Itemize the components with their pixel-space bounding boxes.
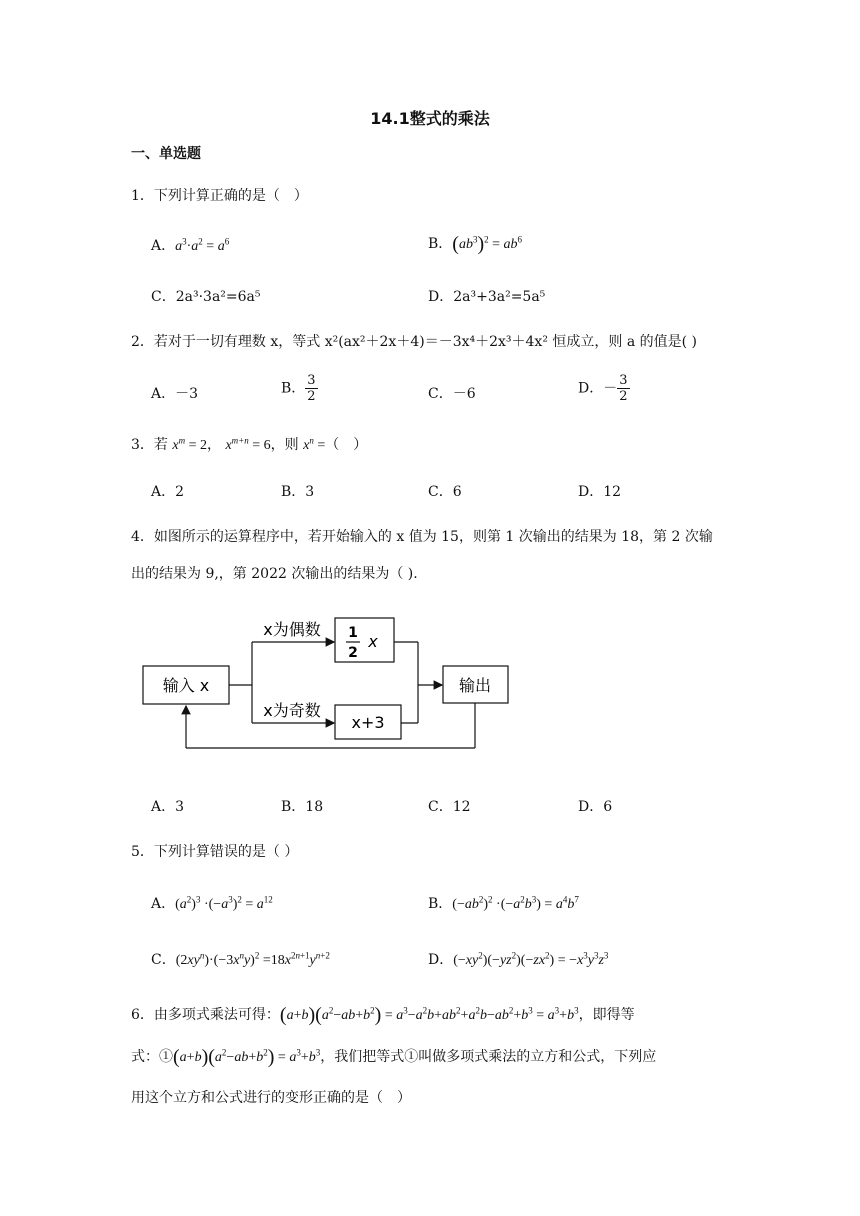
q2-option-b: B． $\frac{3}{2}$ (281, 373, 316, 404)
flow-odd-label: x为奇数 (263, 701, 321, 720)
question-5-stem: 5．下列计算错误的是（ ） (131, 844, 299, 860)
question-4-stem-line1: 4．如图所示的运算程序中，若开始输入的 x 值为 15，则第 1 次输出的结果为 18，第 2 次输 (131, 529, 713, 545)
q5-option-a: A．$(a^2)^3 \cdot(-a^3)^2 = a^{12}$ (151, 894, 273, 912)
q1-option-a: A．$a^3\cdot a^2 = a^6$ (151, 236, 230, 254)
q5-option-d: D．$(-xy^2)(-yz^2)(-zx^2) = -x^3y^3z^3$ (428, 950, 609, 968)
question-6-line2: 式：$①(a+b)(a^2-ab+b^2) = a^3+b^3$，我们把等式①叫做多项式乘法的立方和公式，下列应 (131, 1046, 657, 1068)
q5-option-b: B．$(-ab^2)^2 \cdot(-a^2b^3) = a^4b^7$ (428, 894, 579, 912)
q1-option-b: B．$(ab^3)^2 = ab^6$ (428, 233, 523, 255)
q1-option-d: D．2a³+3a²=5a⁵ (428, 289, 546, 305)
q4-option-c: C．12 (428, 799, 471, 815)
flow-half-numerator: 1 (348, 625, 358, 641)
q2-option-d: D．－ $\frac{3}{2}$ (578, 373, 628, 404)
question-6-line1: 6．由多项式乘法可得：$(a+b)(a^2-ab+b^2) = a^3-a^2b+ab^2+a^2b-ab^2+b^3 = a^3+b^3$，即得等 (131, 1004, 635, 1026)
question-6-line3: 用这个立方和公式进行的变形正确的是（ ） (131, 1090, 411, 1106)
q5-option-c: C．$(2xy^n)\cdot(-3x^ny)^2 =18x^{2n+1}y^{n+2}$ (151, 950, 330, 968)
q4-option-b: B．18 (281, 799, 324, 815)
q3-option-b: B．3 (281, 484, 315, 500)
flow-half-box (335, 618, 394, 662)
flow-output-label: 输出 (458, 676, 492, 695)
q2-option-a: A．－3 (151, 386, 199, 402)
q4-option-d: D．6 (578, 799, 613, 815)
q1-option-c: C．2a³·3a²=6a⁵ (151, 289, 261, 305)
question-4-stem-line2: 出的结果为 9,，第 2022 次输出的结果为（ ). (131, 566, 418, 582)
section-heading: 一、单选题 (131, 146, 201, 162)
flow-even-label: x为偶数 (263, 620, 321, 639)
flow-half-variable: x (368, 632, 378, 651)
question-2-stem: 2．若对于一切有理数 x，等式 x²(ax²＋2x＋4)＝－3x⁴＋2x³＋4x² 恒成立，则 a 的值是( ) (131, 334, 698, 350)
flowchart-diagram (130, 605, 530, 755)
page-title: 14.1整式的乘法 (370, 109, 490, 128)
question-1-stem: 1．下列计算正确的是（ ） (131, 188, 308, 204)
flow-half-denominator: 2 (348, 645, 358, 661)
q3-option-d: D．12 (578, 484, 622, 500)
q3-option-c: C．6 (428, 484, 462, 500)
flow-plus3-label: x+3 (351, 713, 385, 732)
q4-option-a: A．3 (151, 799, 185, 815)
q3-option-a: A．2 (151, 484, 185, 500)
q2-option-c: C．－6 (428, 386, 476, 402)
flow-input-label: 输入 x (162, 676, 210, 695)
question-3-stem: 3．若 $x^m = 2$， $x^{m+n} = 6$，则 $x^n$ =（ ） (131, 435, 368, 453)
